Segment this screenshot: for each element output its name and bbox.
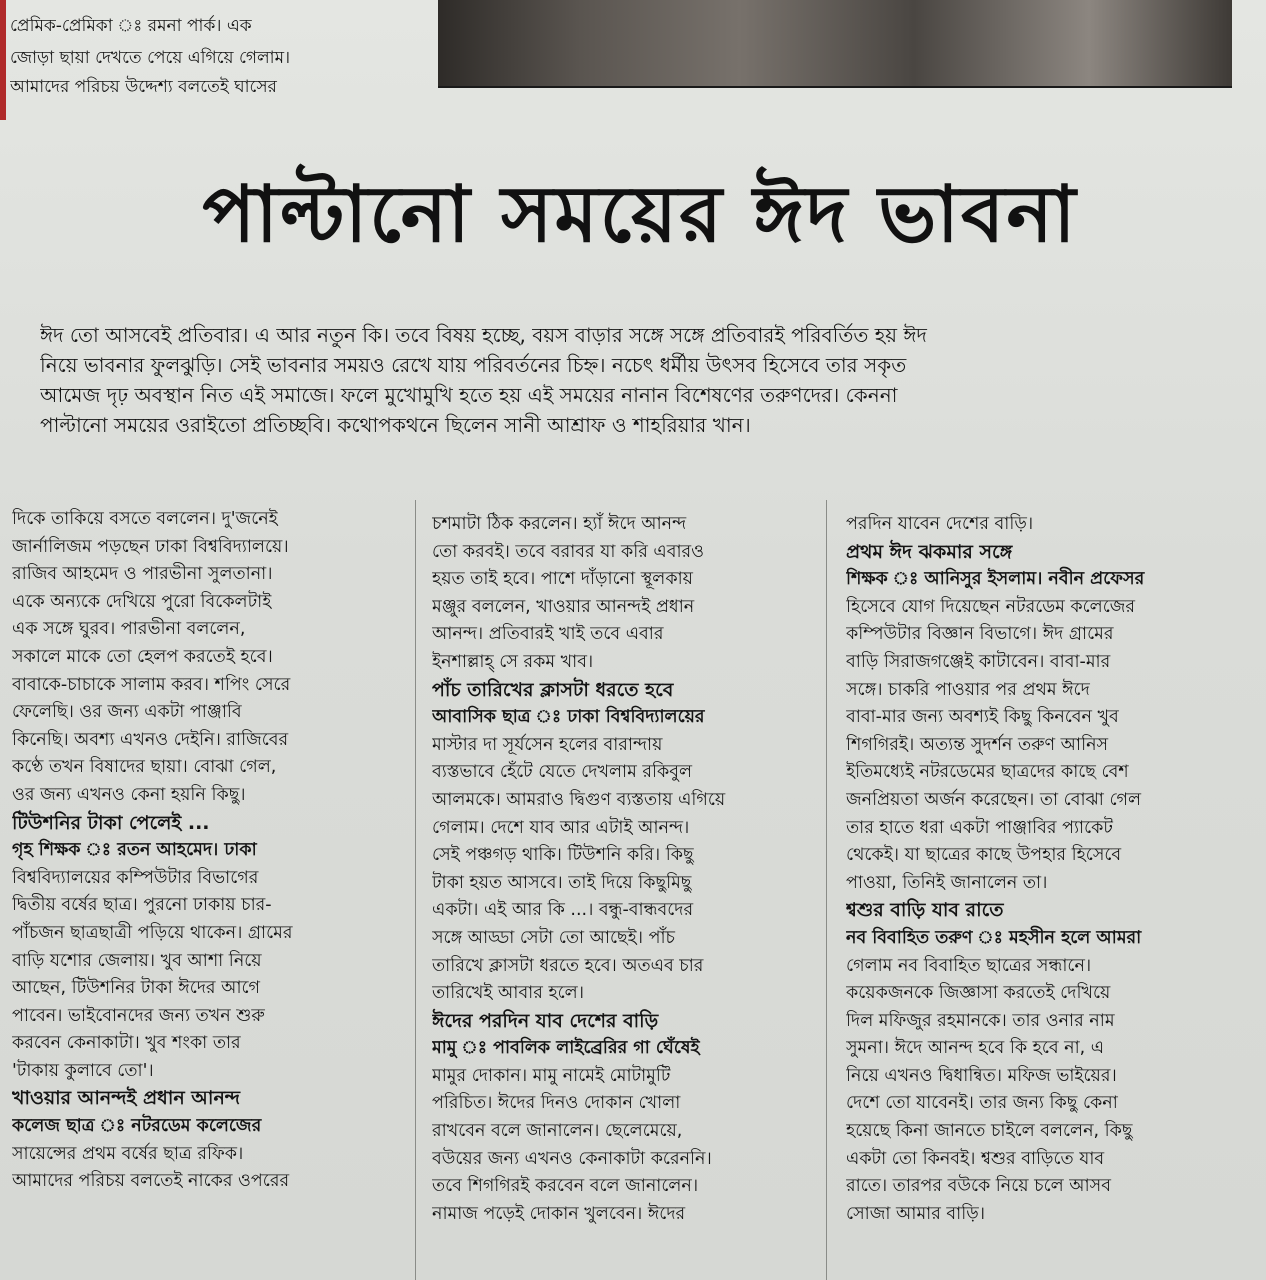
article-line: মামু ঃ পাবলিক লাইব্রেরির গা ঘেঁষেই (432, 1038, 700, 1059)
article-line: রাজিব আহমেদ ও পারভীনা সুলতানা। (12, 564, 273, 585)
column-divider (826, 500, 827, 1280)
article-column-2 (432, 511, 808, 1228)
section-heading: টিউশনির টাকা পেলেই ... (12, 811, 210, 834)
article-line: থেকেই। যা ছাত্রের কাছে উপহার হিসেবে (846, 845, 1122, 866)
article-line: তারিখে ক্লাসটা ধরতে হবে। অতএব চার (432, 955, 704, 976)
article-line: কলেজ ছাত্র ঃ নটরডেম কলেজের (12, 1116, 262, 1137)
article-line: গেলাম। দেশে যাব আর এটাই আনন্দ। (432, 817, 690, 838)
article-line: পরিচিত। ঈদের দিনও দোকান খোলা (432, 1093, 681, 1114)
intro-line: আমেজ দৃঢ় অবস্থান নিত এই সমাজে। ফলে মুখোমুখি হতে হয় এই সময়ের নানান বিশেষণের তরুণদের। কেননা (40, 383, 898, 407)
article-line: নামাজ পড়েই দোকান খুলবেন। ঈদের (432, 1203, 686, 1224)
article-line: বাড়ি সিরাজগঞ্জেই কাটাবেন। বাবা-মার (846, 651, 1111, 672)
article-line: দেশে তো যাবেনই। তার জন্য কিছু কেনা (846, 1093, 1118, 1114)
article-line: সায়েন্সের প্রথম বর্ষের ছাত্র রফিক। (12, 1143, 244, 1164)
article-line: ওর জন্য এখনও কেনা হয়নি কিছু। (12, 784, 246, 805)
article-line: মাস্টার দা সূর্যসেন হলের বারান্দায় (432, 734, 663, 755)
article-line: পাওয়া, তিনিই জানালেন তা। (846, 872, 1048, 893)
article-line: ফেলেছি। ওর জন্য একটা পাঞ্জাবি (12, 702, 242, 723)
article-line: শিক্ষক ঃ আনিসুর ইসলাম। নবীন প্রফেসর (846, 569, 1145, 590)
section-heading: শ্বশুর বাড়ি যাব রাতে (846, 899, 1004, 922)
article-line: নব বিবাহিত তরুণ ঃ মহসীন হলে আমরা (846, 927, 1142, 948)
article-line: বিশ্ববিদ্যালয়ের কম্পিউটার বিভাগের (12, 867, 259, 888)
section-heading: প্রথম ঈদ ঝকমার সঙ্গে (846, 540, 1013, 563)
article-line: গৃহ শিক্ষক ঃ রতন আহমেদ। ঢাকা (12, 840, 257, 861)
article-line: রাতে। তারপর বউকে নিয়ে চলে আসব (846, 1176, 1111, 1197)
article-line: কিনেছি। অবশ্য এখনও দেইনি। রাজিবের (12, 729, 289, 750)
article-line: 'টাকায় কুলাবে তো'। (12, 1060, 154, 1081)
article-line: রাখবেন বলে জানালেন। ছেলেমেয়ে, (432, 1121, 683, 1142)
section-heading: পাঁচ তারিখের ক্লাসটা ধরতে হবে (432, 678, 674, 701)
article-line: একটা। এই আর কি ...। বন্ধু-বান্ধবদের (432, 900, 694, 921)
section-heading: ঈদের পরদিন যাব দেশের বাড়ি (432, 1009, 659, 1032)
article-line: শিগগিরই। অত্যন্ত সুদর্শন তরুণ আনিস (846, 734, 1109, 755)
article-line: ব্যস্তভাবে হেঁটে যেতে দেখলাম রকিবুল (432, 762, 693, 783)
article-line: সোজা আমার বাড়ি। (846, 1203, 985, 1224)
headline: পাল্টানো সময়ের ঈদ ভাবনা (202, 169, 1078, 260)
article-line: বাড়ি যশোর জেলায়। খুব আশা নিয়ে (12, 950, 262, 971)
article-line: আলমকে। আমরাও দ্বিগুণ ব্যস্ততায় এগিয়ে (432, 789, 726, 810)
article-line: মঞ্জুর বললেন, খাওয়ার আনন্দই প্রধান (432, 596, 695, 617)
article-line: পরদিন যাবেন দেশের বাড়ি। (846, 514, 1034, 534)
article-line: সকালে মাকে তো হেলপ করতেই হবে। (12, 646, 273, 667)
article-line: সঙ্গে আড্ডা সেটা তো আছেই। পাঁচ (432, 927, 675, 948)
intro-line: ঈদ তো আসবেই প্রতিবার। এ আর নতুন কি। তবে বিষয় হচ্ছে, বয়স বাড়ার সঙ্গে সঙ্গে প্রতিবারই পরিবর্তিত হয় ঈদ (40, 323, 927, 347)
article-line: হয়ত তাই হবে। পাশে দাঁড়ানো স্থূলকায় (432, 569, 693, 590)
article-line: বউয়ের জন্য এখনও কেনাকাটা করেননি। (432, 1148, 712, 1169)
article-line: টাকা হয়ত আসবে। তাই দিয়ে কিছুমিছু (432, 872, 692, 893)
article-line: আনন্দ। প্রতিবারই খাই তবে এবার (432, 624, 664, 645)
article-line: কয়েকজনকে জিজ্ঞাসা করতেই দেখিয়ে (846, 983, 1111, 1004)
article-line: একটা তো কিনবই। শ্বশুর বাড়িতে যাব (846, 1148, 1105, 1169)
article-line: সুমনা। ঈদে আনন্দ হবে কি হবে না, এ (846, 1038, 1105, 1059)
top-fragment (10, 0, 410, 99)
article-line: পাবেন। ভাইবোনদের জন্য তখন শুরু (12, 1005, 265, 1026)
intro-line: পাল্টানো সময়ের ওরাইতো প্রতিচ্ছবি। কথোপকথনে ছিলেন সানী আশ্রাফ ও শাহরিয়ার খান। (40, 413, 751, 437)
article-line: কম্পিউটার বিজ্ঞান বিভাগে। ঈদ গ্রামের (846, 624, 1114, 645)
article-line: তো করবই। তবে বরাবর যা করি এবারও (432, 541, 705, 562)
photo-strip (438, 0, 1232, 88)
article-line: গেলাম নব বিবাহিত ছাত্রের সন্ধানে। (846, 955, 1092, 976)
article-line: নিয়ে এখনও দ্বিধান্বিত। মফিজ ভাইয়ের। (846, 1065, 1117, 1086)
article-line: মামুর দোকান। মামু নামেই মোটামুটি (432, 1065, 671, 1086)
top-line: প্রেমিক-প্রেমিকা ঃ রমনা পার্ক। এক (10, 16, 252, 36)
article-line: আবাসিক ছাত্র ঃ ঢাকা বিশ্ববিদ্যালয়ের (432, 707, 705, 728)
article-line: হিসেবে যোগ দিয়েছেন নটরডেম কলেজের (846, 596, 1136, 617)
article-line: আমাদের পরিচয় বলতেই নাকের ওপরের (12, 1171, 290, 1192)
article-line: তবে শিগগিরই করবেন বলে জানালেন। (432, 1176, 699, 1197)
article-column-3 (846, 511, 1222, 1228)
intro-paragraph (40, 320, 1212, 440)
page-edge-mark (0, 0, 6, 120)
top-line: জোড়া ছায়া দেখতে পেয়ে এগিয়ে গেলাম। (10, 48, 291, 68)
article-line: ইতিমধ্যেই নটরডেমের ছাত্রদের কাছে বেশ (846, 762, 1129, 783)
article-line: একে অন্যকে দেখিয়ে পুরো বিকেলটাই (12, 591, 272, 612)
article-column-1 (12, 506, 392, 1196)
article-line: আছেন, টিউশনির টাকা ঈদের আগে (12, 978, 261, 999)
article-line: সঙ্গে। চাকরি পাওয়ার পর প্রথম ঈদে (846, 679, 1090, 700)
article-line: সেই পঞ্চগড় থাকি। টিউশনি করি। কিছু (432, 845, 694, 866)
article-line: এক সঙ্গে ঘুরব। পারভীনা বললেন, (12, 619, 246, 640)
article-line: জার্নালিজম পড়ছেন ঢাকা বিশ্ববিদ্যালয়ে। (12, 536, 289, 557)
article-line: চশমাটা ঠিক করলেন। হ্যাঁ ঈদে আনন্দ (432, 514, 687, 534)
article-line: তার হাতে ধরা একটা পাঞ্জাবির প্যাকেট (846, 817, 1113, 838)
article-line: পাঁচজন ছাত্রছাত্রী পড়িয়ে থাকেন। গ্রামের (12, 922, 293, 943)
article-line: করবেন কেনাকাটা। খুব শংকা তার (12, 1033, 241, 1054)
article-line: হয়েছে কিনা জানতে চাইলে বললেন, কিছু (846, 1121, 1133, 1142)
article-line: দ্বিতীয় বর্ষের ছাত্র। পুরনো ঢাকায় চার- (12, 895, 272, 916)
article-line: কণ্ঠে তখন বিষাদের ছায়া। বোঝা গেল, (12, 757, 277, 778)
article-line: দিল মফিজুর রহমানকে। তার ওনার নাম (846, 1010, 1115, 1031)
top-line: আমাদের পরিচয় উদ্দেশ্য বলতেই ঘাসের (10, 77, 277, 97)
article-line: দিকে তাকিয়ে বসতে বললেন। দু'জনেই (12, 509, 278, 529)
column-divider (415, 500, 416, 1280)
section-heading: খাওয়ার আনন্দই প্রধান আনন্দ (12, 1087, 241, 1110)
article-line: বাবা-মার জন্য অবশ্যই কিছু কিনবেন খুব (846, 707, 1119, 728)
article-line: ইনশাল্লাহ্ সে রকম খাব। (432, 651, 594, 672)
article-line: জনপ্রিয়তা অর্জন করেছেন। তা বোঝা গেল (846, 789, 1142, 810)
article-line: তারিখেই আবার হলে। (432, 983, 584, 1004)
intro-line: নিয়ে ভাবনার ফুলঝুড়ি। সেই ভাবনার সময়ও রেখে যায় পরিবর্তনের চিহ্ন। নচেৎ ধর্মীয় উৎসব হিসেবে তার সকৃত (40, 353, 907, 377)
article-line: বাবাকে-চাচাকে সালাম করব। শপিং সেরে (12, 674, 291, 695)
